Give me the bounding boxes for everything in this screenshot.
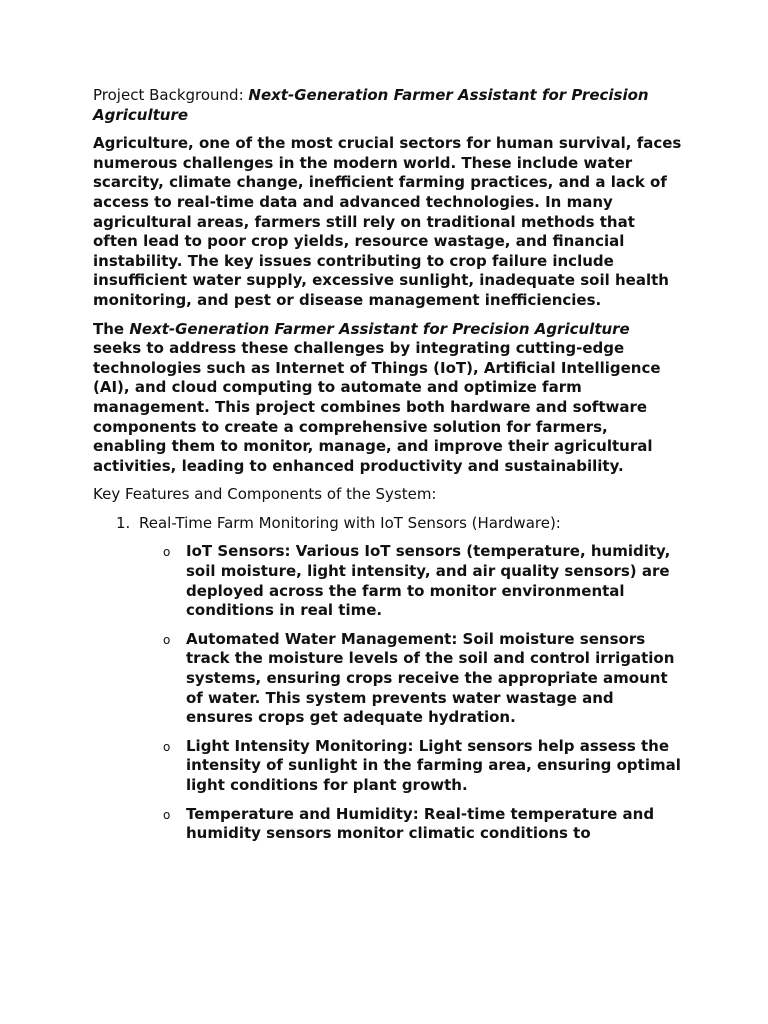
bullet-marker: o [163,545,171,560]
background-paragraph: Agriculture, one of the most crucial sectors for human survival, faces numerous challenges in the modern world. These include water scarcity, climate change, inefficient farming practices, and a lack of access to real-time data and advanced technologies. In many agricultural areas, farmers still rely on traditional methods that often lead to poor crop yields, resource wastage, and financial instability. The key issues contributing to crop failure include insufficient water supply, excessive sunlight, inadequate soil health monitoring, and pest or disease management inefficiencies. [93,134,682,309]
bullet-text: Light Intensity Monitoring: Light sensors help assess the intensity of sunlight in the farming area, ensuring optimal light conditions for plant growth. [186,736,681,794]
bullet-item [163,542,683,620]
numbered-item-text: Real-Time Farm Monitoring with IoT Sensors (Hardware): [139,513,561,532]
title-project-name: Next-Generation Farmer Assistant for Precision Agriculture [93,86,649,124]
para2-project-name: Next-Generation Farmer Assistant for Precision Agriculture [129,319,630,338]
para2-body: seeks to address these challenges by integrating cutting-edge technologies such as Internet of Things (IoT), Artificial Intelligence (AI), and cloud computing to automate and optimize farm management. This project combines both hardware and software components to create a comprehensive solution for farmers, enabling them to monitor, manage, and improve their agricultural activities, leading to enhanced productivity and sustainability. [93,339,661,475]
numbered-item-number: 1. [116,513,131,532]
document-title [93,86,683,125]
bullet-item [163,737,683,796]
bullet-marker: o [163,807,171,822]
bullet-item [163,630,683,728]
numbered-item [93,514,683,534]
features-heading: Key Features and Components of the System: [93,485,437,504]
bullet-marker: o [163,632,171,647]
document-page [93,86,683,853]
bullet-text: IoT Sensors: Various IoT sensors (temperature, humidity, soil moisture, light intensity, and air quality sensors) are deployed across the farm to monitor environmental conditions in real time. [186,542,671,620]
project-summary-paragraph [93,320,683,477]
bullet-item [163,805,683,844]
bullet-text: Automated Water Management: Soil moisture sensors track the moisture levels of the soil and control irrigation systems, ensuring crops receive the appropriate amount of water. This system prevents water wastage and ensures crops get adequate hydration. [186,629,675,727]
bullet-marker: o [163,739,171,754]
title-prefix: Project Background: [93,86,249,104]
bullet-text: Temperature and Humidity: Real-time temperature and humidity sensors monitor climatic conditions to [186,804,655,843]
feature-bullet-list [93,542,683,843]
para2-prefix: The [93,319,130,338]
